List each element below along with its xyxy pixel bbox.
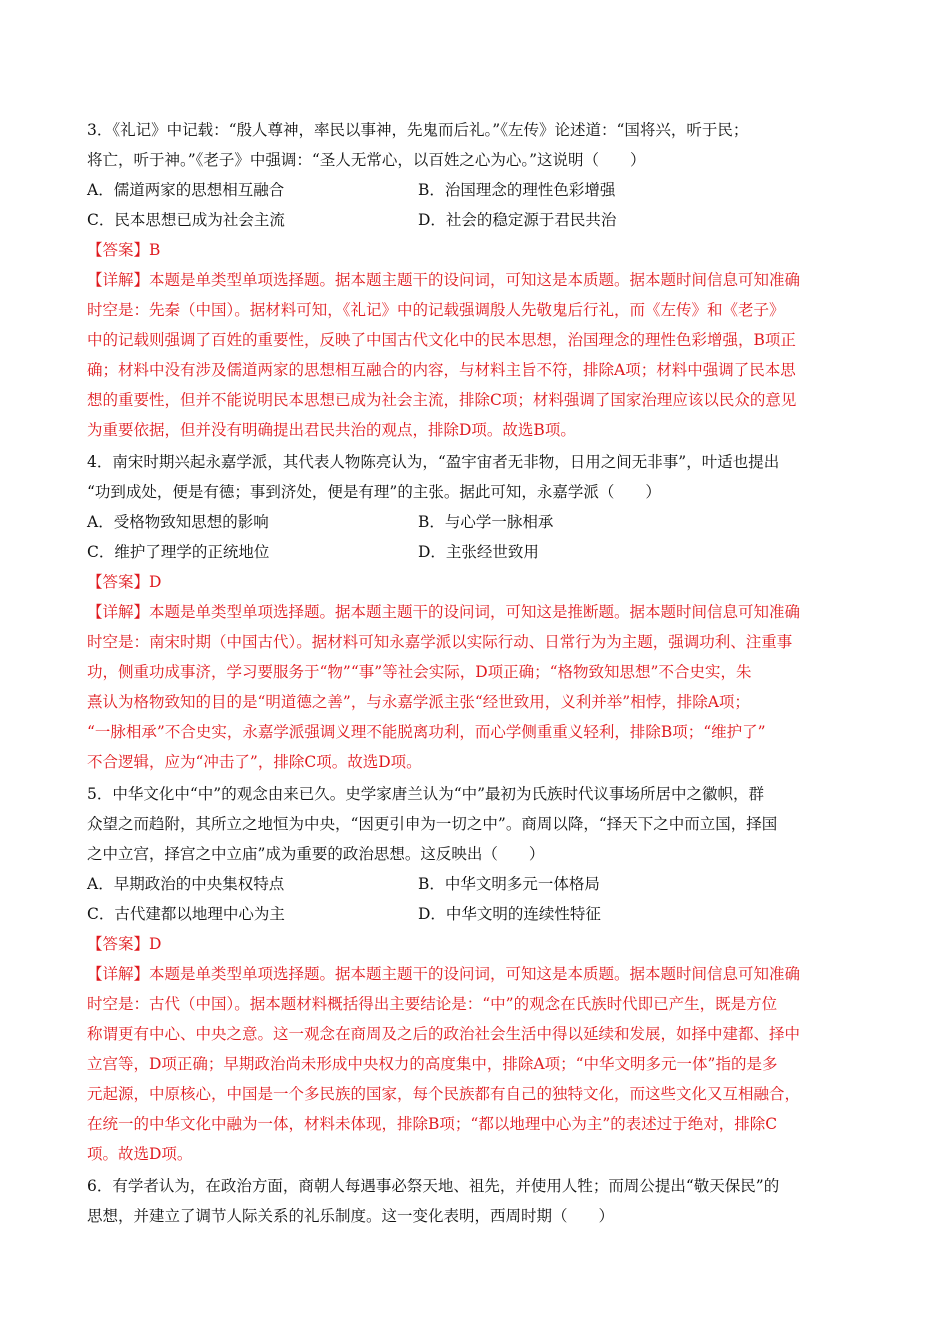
question-3 bbox=[87, 115, 859, 445]
explanation-line: 为重要依据，但并没有明确提出君民共治的观点，排除D项。故选B项。 bbox=[87, 421, 576, 439]
answer-label: 【答案】D bbox=[87, 935, 162, 953]
explanation-line: 功，侧重功成事济，学习要服务于“物”“事”等社会实际，D项正确；“格物致知思想”不合史实，朱 bbox=[87, 663, 752, 681]
explanation-line: 【详解】本题是单类型单项选择题。据本题主题干的设问词，可知这是本质题。据本题时间信息可知准确 bbox=[87, 271, 801, 289]
explanation-line: 【详解】本题是单类型单项选择题。据本题主题干的设问词，可知这是推断题。据本题时间信息可知准确 bbox=[87, 603, 801, 621]
options-row bbox=[87, 205, 859, 235]
explanation-line: 立宫等，D项正确；早期政治尚未形成中央权力的高度集中，排除A项；“中华文明多元一体”指的是多 bbox=[87, 1055, 778, 1073]
explanation-line: 【详解】本题是单类型单项选择题。据本题主题干的设问词，可知这是本质题。据本题时间信息可知准确 bbox=[87, 965, 801, 983]
explanation-line: 时空是：先秦（中国）。据材料可知，《礼记》中的记载强调殷人先敬鬼后行礼，而《左传》和《老子》 bbox=[87, 301, 785, 319]
options-row bbox=[87, 869, 859, 899]
options-row bbox=[87, 537, 859, 567]
answer-label: 【答案】B bbox=[87, 241, 161, 259]
question-stem-line: 5．中华文化中“中”的观念由来已久。史学家唐兰认为“中”最初为氏族时代议事场所居中之徽帜，群 bbox=[87, 785, 765, 803]
question-stem-line: 将亡，听于神。”《老子》中强调：“圣人无常心，以百姓之心为心。”这说明（ ） bbox=[87, 151, 646, 169]
option-d: D．主张经世致用 bbox=[418, 543, 539, 561]
explanation-line: 称谓更有中心、中央之意。这一观念在商周及之后的政治社会生活中得以延续和发展，如择中建都、择中 bbox=[87, 1025, 801, 1043]
document-page bbox=[87, 113, 859, 1231]
options-row bbox=[87, 899, 859, 929]
question-stem-line: 3．《礼记》中记载：“殷人尊神，率民以事神，先鬼而后礼。”《左传》论述道：“国将兴，听于民； bbox=[87, 121, 749, 139]
option-c: C．维护了理学的正统地位 bbox=[87, 543, 270, 561]
option-c: C．民本思想已成为社会主流 bbox=[87, 211, 285, 229]
option-c: C．古代建都以地理中心为主 bbox=[87, 905, 285, 923]
option-d: D．社会的稳定源于君民共治 bbox=[418, 211, 617, 229]
option-a: A．儒道两家的思想相互融合 bbox=[87, 181, 285, 199]
question-stem-line: 众望之而趋附，其所立之地恒为中央，“因更引申为一切之中”。商周以降，“择天下之中而立国，择国 bbox=[87, 815, 778, 833]
question-4 bbox=[87, 447, 859, 777]
explanation-line: 时空是：南宋时期（中国古代）。据材料可知永嘉学派以实际行动、日常行为为主题，强调功利、注重事 bbox=[87, 633, 793, 651]
options-row bbox=[87, 175, 859, 205]
explanation-line: 元起源，中原核心，中国是一个多民族的国家，每个民族都有自己的独特文化，而这些文化又互相融合， bbox=[87, 1085, 801, 1103]
explanation-line: 在统一的中华文化中融为一体，材料未体现，排除B项；“都以地理中心为主”的表述过于绝对，排除C bbox=[87, 1115, 778, 1133]
question-6 bbox=[87, 1171, 859, 1231]
question-stem-line: 6．有学者认为，在政治方面，商朝人每遇事必祭天地、祖先，并使用人牲；而周公提出“敬天保民”的 bbox=[87, 1177, 780, 1195]
options-row bbox=[87, 507, 859, 537]
option-b: B．中华文明多元一体格局 bbox=[418, 875, 600, 893]
question-stem-line: “功到成处，便是有德；事到济处，便是有理”的主张。据此可知，永嘉学派（ ） bbox=[87, 483, 661, 501]
explanation-line: 时空是：古代（中国）。据本题材料概括得出主要结论是：“中”的观念在氏族时代即已产生，既是方位 bbox=[87, 995, 778, 1013]
question-stem-line: 4．南宋时期兴起永嘉学派，其代表人物陈亮认为，“盈宇宙者无非物，日用之间无非事”，叶适也提出 bbox=[87, 453, 780, 471]
explanation-line: “一脉相承”不合史实，永嘉学派强调义理不能脱离功利，而心学侧重重义轻利，排除B项；“维护了” bbox=[87, 723, 766, 741]
explanation-line: 想的重要性，但并不能说明民本思想已成为社会主流，排除C项；材料强调了国家治理应该以民众的意见 bbox=[87, 391, 797, 409]
question-stem-line: 思想，并建立了调节人际关系的礼乐制度。这一变化表明，西周时期（ ） bbox=[87, 1207, 615, 1225]
option-a: A．早期政治的中央集权特点 bbox=[87, 875, 285, 893]
question-stem-line: 之中立宫，择宫之中立庙”成为重要的政治思想。这反映出（ ） bbox=[87, 845, 545, 863]
explanation-line: 熹认为格物致知的目的是“明道德之善”，与永嘉学派主张“经世致用，义利并举”相悖，排除A项； bbox=[87, 693, 750, 711]
explanation-line: 不合逻辑，应为“冲击了”，排除C项。故选D项。 bbox=[87, 753, 422, 771]
option-d: D．中华文明的连续性特征 bbox=[418, 905, 601, 923]
explanation-line: 中的记载则强调了百姓的重要性，反映了中国古代文化中的民本思想，治国理念的理性色彩增强，B项正 bbox=[87, 331, 796, 349]
explanation-line: 项。故选D项。 bbox=[87, 1145, 193, 1163]
explanation-line: 确；材料中没有涉及儒道两家的思想相互融合的内容，与材料主旨不符，排除A项；材料中强调了民本思 bbox=[87, 361, 796, 379]
answer-label: 【答案】D bbox=[87, 573, 162, 591]
option-b: B．治国理念的理性色彩增强 bbox=[418, 181, 616, 199]
question-5 bbox=[87, 779, 859, 1169]
option-a: A．受格物致知思想的影响 bbox=[87, 513, 269, 531]
option-b: B．与心学一脉相承 bbox=[418, 513, 554, 531]
